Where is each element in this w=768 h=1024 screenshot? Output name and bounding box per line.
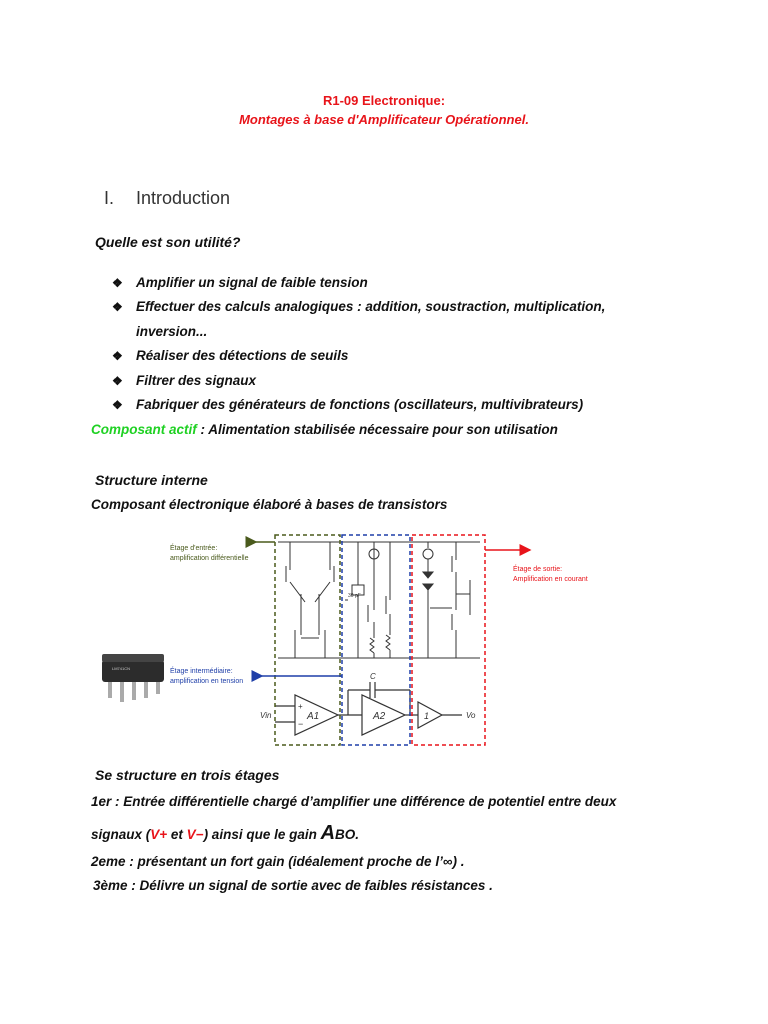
bullet-icon: ❖ bbox=[112, 349, 123, 363]
output-stage-label-2: Amplification en courant bbox=[513, 576, 588, 583]
opamp-diagram bbox=[90, 530, 680, 750]
amp1-label: A1 bbox=[307, 711, 320, 722]
list-item: ❖ Filtrer des signaux bbox=[112, 373, 257, 388]
stage-1-continuation: signaux (V+ et V−) ainsi que le gain ABO. bbox=[91, 822, 360, 844]
svg-text:+: + bbox=[298, 702, 303, 711]
section-heading bbox=[104, 188, 230, 209]
actif-text: : Alimentation stabilisée nécessaire pour son utilisation bbox=[196, 422, 558, 437]
list-item: ❖ Amplifier un signal de faible tension bbox=[112, 275, 368, 290]
actif-note bbox=[91, 422, 558, 437]
list-item: ❖ Effectuer des calculs analogiques : addition, soustraction, multiplication, bbox=[112, 299, 606, 314]
vminus-label: V− bbox=[186, 827, 204, 842]
doc-title: R1-09 Electronique: bbox=[322, 93, 446, 108]
list-item: ❖ Fabriquer des générateurs de fonctions (oscillateurs, multivibrateurs) bbox=[112, 397, 584, 412]
section-number: I. bbox=[104, 188, 115, 208]
doc-subtitle: Montages à base d'Amplificateur Opérationnel. bbox=[239, 112, 529, 127]
cap-value-label: 30 pF bbox=[348, 593, 361, 599]
stage-2-text: 2eme : présentant un fort gain (idéalement proche de l’∞) . bbox=[91, 854, 465, 869]
output-stage-label-1: Étage de sortie: bbox=[513, 566, 563, 573]
bullet-icon: ❖ bbox=[112, 276, 123, 290]
amp3-label: 1 bbox=[424, 711, 430, 721]
list-item: ❖ Réaliser des détections de seuils bbox=[112, 348, 349, 363]
bullet-icon: ❖ bbox=[112, 374, 123, 388]
input-stage-label-1: Étage d'entrée: bbox=[170, 545, 218, 552]
amp2-label: A2 bbox=[373, 711, 386, 722]
vin-label: Vin bbox=[260, 711, 272, 720]
input-stage-label-2: amplification différentielle bbox=[170, 555, 249, 562]
stage-1-text: 1er : Entrée différentielle chargé d’amplifier une différence de potentiel entre deux bbox=[91, 794, 617, 809]
list-item-continuation: inversion... bbox=[136, 324, 208, 339]
cap-label: C bbox=[370, 672, 376, 681]
stage-3-text: 3ème : Délivre un signal de sortie avec de faibles résistances . bbox=[93, 878, 493, 893]
middle-stage-label-2: amplification en tension bbox=[170, 678, 244, 685]
section-title: Introduction bbox=[136, 188, 231, 208]
vout-label: Vo bbox=[466, 711, 476, 720]
stages-heading: Se structure en trois étages bbox=[95, 767, 280, 783]
gain-bo: BO. bbox=[335, 827, 360, 842]
bullet-icon: ❖ bbox=[112, 398, 123, 412]
structure-subtitle: Composant électronique élaboré à bases de transistors bbox=[91, 497, 448, 512]
gain-a: A bbox=[320, 822, 336, 844]
svg-text:LM741CN: LM741CN bbox=[112, 666, 131, 671]
middle-stage-label-1: Étage intermédiaire: bbox=[170, 668, 233, 675]
structure-heading: Structure interne bbox=[95, 472, 208, 488]
bullet-icon: ❖ bbox=[112, 300, 123, 314]
svg-text:−: − bbox=[298, 719, 304, 729]
vplus-label: V+ bbox=[150, 827, 168, 842]
actif-label: Composant actif bbox=[91, 422, 197, 437]
question-heading: Quelle est son utilité? bbox=[95, 234, 241, 250]
